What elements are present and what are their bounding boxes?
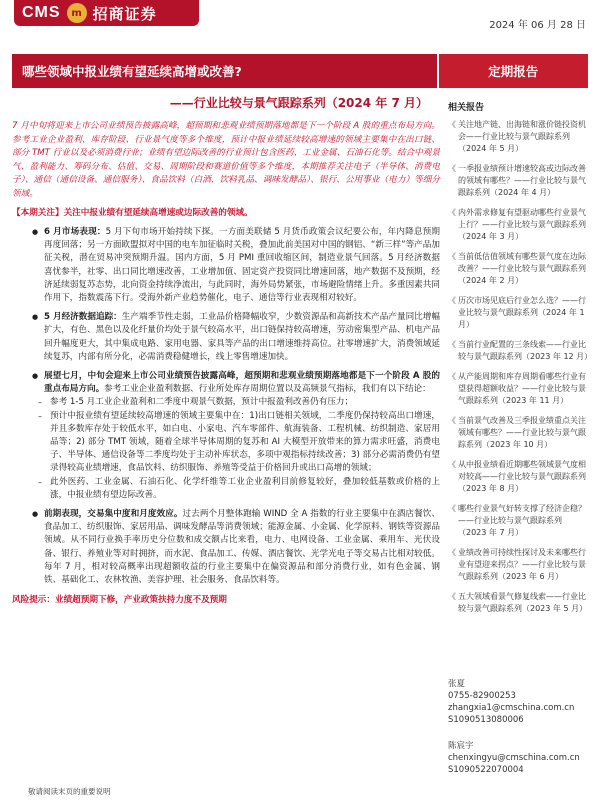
bullet-lead: 前期表现，交易集中度和月度效应。 xyxy=(44,509,183,520)
bullet-text: 5 月下旬市场开始持续下探。一方面美联储 5 月货币政策会议纪要公布，年内降息预期再度回落；另一方面欧盟拟对中国的电车加征临时关税，叠加此前美国对中国的钢铝、“新三样”等产品加征关税，潜在贸易冲突预期升温。国内方面，5 月 PMI 重回收缩区间，制造业景气回落。5 月经济数据喜忧参半，社零、出口同比增速改善，工业增加值、固定资产投资同比增速回落，地产数据不及预期，经济延续弱复苏态势，北向资金持续净流出，与此同时，海外局势紧张，市场避险情绪上升。多重因素共同作用下，指数震荡下行。受海外新产业趋势催化，电子、通信等行业表现相对较好。 xyxy=(44,227,440,304)
bullet-lead: 6 月市场表现： xyxy=(44,227,106,237)
bullet-lead: 展望七月，中旬会迎来上市公司业绩预告披露高峰，超预期和悲观业绩预期落地都是下一个阶段 A 股的重点布局方向。 xyxy=(44,371,440,395)
analyst-license: S1090513080006 xyxy=(448,715,524,725)
related-report-link[interactable]: 《 从中报业绩看近期哪些领域景气度相对较高——行业比较与景气跟踪系列（2023 年 8 月） xyxy=(448,459,590,495)
sub-bullet: – 参考 1-5 月工业企业盈利和二季度中观景气数据，预计中报盈利改善仍有压力； xyxy=(12,396,440,409)
related-report-link[interactable]: 《 历次市场见底后行业怎么选？——行业比较与景气跟踪系列（2024 年 1 月） xyxy=(448,295,590,331)
analyst-card xyxy=(448,678,590,726)
related-report-link[interactable]: 《 当前景气改善及三季报业绩重点关注领域有哪些？——行业比较与景气跟踪系列（2023 年 10 月） xyxy=(448,415,590,451)
analyst-name: 陈宸宇 xyxy=(448,741,474,751)
related-report-link[interactable]: 《 当前低估值领域有哪些景气度在边际改善？——行业比较与景气跟踪系列（2024 年 2 月） xyxy=(448,251,590,287)
bullet-economic-data xyxy=(12,311,440,364)
bullet-text: 参考工业企业盈利数据、行业所处库存周期位置以及高频景气指标，我们有以下结论： xyxy=(104,384,431,395)
logo-cn-text: 招商证券 xyxy=(92,4,157,23)
bullet-lead: 5 月经济数据追踪： xyxy=(44,312,122,323)
summary-paragraph: 7 月中旬将迎来上市公司业绩预告披露高峰，超预期和悲观业绩预期落地都是下一个阶段 A 股的重点布局方向。参考工业企业盈利、库存阶段、行业景气度等多个维度，预计中报业绩延续较高增速的领域主要集中在出口链、部分 TMT 行业以及必须消费行业；业绩有望边际改善的行业预计包含医药、工业金属、石油石化等。结合中观景气、盈利能力、筹码分布、估值、交易、周期阶段和赛道价值等多个维度，本期推荐关注电子（半导体、消费电子）、通信（通信设备、通信服务）、食品饮料（白酒、饮料乳品、调味发酵品）、银行、公用事业（电力）等细分领域。 xyxy=(12,121,440,199)
related-report-link[interactable]: 《 五大领域看景气修复线索——行业比较与景气跟踪系列（2023 年 5 月） xyxy=(448,591,590,615)
bullet-outlook xyxy=(12,370,440,396)
focus-heading: 【本期关注】关注中报业绩有望延续高增速或边际改善的领域。 xyxy=(12,208,253,218)
bullet-market-performance xyxy=(12,226,440,305)
sub-bullet: – 预计中报业绩有望延续较高增速的领域主要集中在：1)出口链相关领域，二季度仍保持较高出口增速，并且多数库存处于较低水平，如白电、小家电、汽车零部件、航海装备、工程机械、纺织制造、家居用品等；2) 部分 TMT 领域，随着全球半导体周期的复苏和 AI 大模型开放带来的算力需求旺盛，消费电子、半导体、通信设备等二季度均处于主动补库状态，多项中观指标持续改善；3) 部分必需消费仍有望录得较高业绩增速，食品饮料、纺织服饰、养殖等受益于价格回升或出口高增的领域； xyxy=(12,410,440,476)
report-type-tag: 定期报告 xyxy=(439,54,588,88)
bullet-past-performance xyxy=(12,508,440,587)
analyst-email[interactable]: zhangxia1@cmschina.com.cn xyxy=(448,703,575,713)
report-subtitle: ——行业比较与景气跟踪系列（2024 年 7 月） xyxy=(169,96,428,110)
related-report-link[interactable]: 《 从产能周期和库存周期看哪些行业有望获得超额收益？——行业比较与景气跟踪系列（2023 年 11 月） xyxy=(448,371,590,407)
analyst-name: 张夏 xyxy=(448,679,466,689)
related-reports-title: 相关报告 xyxy=(448,103,485,113)
risk-warning: 风险提示：业绩超预期下修，产业政策扶持力度不及预期 xyxy=(12,595,227,606)
logo-mark-icon: m xyxy=(67,3,87,23)
footer-note: 敬请阅读末页的重要说明 xyxy=(28,787,111,796)
report-date: 2024 年 06 月 28 日 xyxy=(489,20,586,31)
logo-cms-text: CMS xyxy=(22,4,61,21)
title-banner xyxy=(12,54,588,88)
analyst-phone: 0755-82900253 xyxy=(448,691,516,701)
analyst-email[interactable]: chenxingyu@cmschina.com.cn xyxy=(448,753,580,763)
related-reports-sidebar xyxy=(448,100,593,623)
company-logo xyxy=(14,0,199,26)
related-report-link[interactable]: 《 一季报业绩预计增速较高或边际改善的领域有哪些？——行业比较与景气跟踪系列（2024 年 4 月） xyxy=(448,163,590,199)
related-report-link[interactable]: 《 关注地产链、出海链和涨价链投资机会——行业比较与景气跟踪系列（2024 年 5 月） xyxy=(448,119,590,155)
report-title: 哪些领域中报业绩有望延续高增或改善? xyxy=(12,54,437,88)
related-report-link[interactable]: 《 内外需求修复有望驱动哪些行业景气上行？——行业比较与景气跟踪系列（2024 年 3 月） xyxy=(448,207,590,243)
bullet-text: 生产端季节性走弱，工业品价格降幅收窄，少数资源品和高新技术产品产量同比增幅扩大，有色、黑色以及化纤量价均处于景气较高水平，出口链保持较高增速，劳动密集型产品、机电产品回升幅度更大，其中集成电路、家用电器、家具等产品的出口增速维持高位。社零增速扩大，消费领域延续复苏，内部有所分化，必需消费稳健增长，线上零售增速加快。 xyxy=(44,312,440,362)
analyst-license: S1090522070004 xyxy=(448,765,524,775)
page-header xyxy=(0,0,600,42)
related-report-link[interactable]: 《 业绩改善可持续性探讨及未来哪些行业有望迎来拐点？——行业比较与景气跟踪系列（2023 年 6 月） xyxy=(448,547,590,583)
bullet-text: 过去两个月整体跑输 WIND 全 A 指数的行业主要集中在酒店餐饮、食品加工、纺织服饰、家居用品、调味发酵品等消费领域；能源金属、小金属、化学原料、钢铁等资源品领域。从不同行业换手率历史分位数和成交额占比来看，电力、电网设备、工业金属、乘用车、光伏设备、银行、养殖业等对时拥挤，而水泥、食品加工、传媒、酒店餐饮、光学光电子等交易占比相对较低。每年 7 月，相对较高概率出现超额收益的行业主要集中在偏资源品和部分消费行业，如有色金属、钢铁、基础化工、农林牧渔、美容护理、社会服务、食品饮料等。 xyxy=(44,509,440,586)
sub-bullet: – 此外医药、工业金属、石油石化、化学纤维等工业企业盈利目前修复较好，叠加较低基数或价格的上涨，中报业绩有望边际改善。 xyxy=(12,476,440,502)
analyst-card xyxy=(448,740,590,776)
related-report-link[interactable]: 《 当前行业配置的三条线索——行业比较与景气跟踪系列（2023 年 12 月） xyxy=(448,339,590,363)
main-content xyxy=(12,120,440,605)
related-report-link[interactable]: 《 哪些行业景气好转支撑了经济企稳？——行业比较与景气跟踪系列（2023 年 7 月） xyxy=(448,503,590,539)
